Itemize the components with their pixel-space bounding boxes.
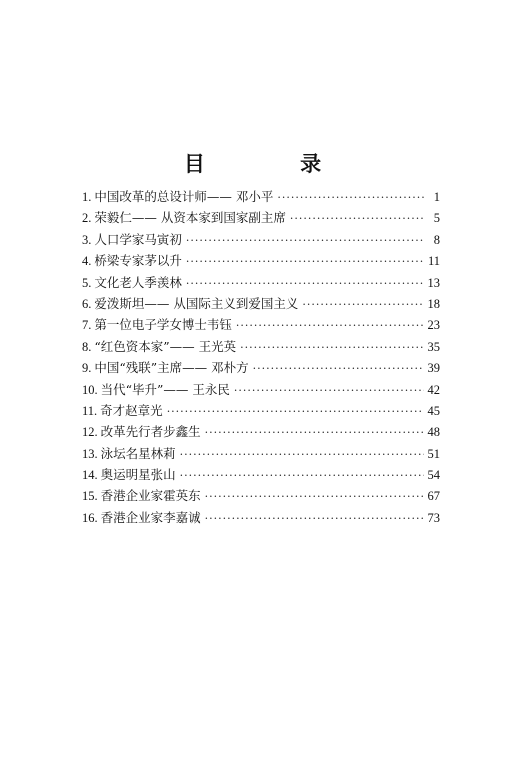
toc-entry-page-number: 35 (427, 339, 440, 354)
toc-entry (82, 401, 440, 422)
toc-entry (82, 230, 440, 251)
toc-entry-number: 15. (82, 489, 98, 504)
toc-entry-page-number: 67 (427, 489, 440, 504)
toc-entry-number: 4. (82, 254, 92, 269)
dot-leader (186, 277, 424, 290)
toc-entry (82, 380, 440, 401)
dot-leader (234, 384, 424, 397)
toc-entry-title: 第一位电子学女博士韦钰 (94, 317, 232, 333)
toc-entry (82, 358, 440, 379)
dot-leader (253, 362, 424, 375)
toc-entry-title: “红色资本家”—— 王光英 (94, 338, 237, 354)
toc-entry (82, 187, 440, 208)
dot-leader (236, 319, 424, 332)
toc-entry (82, 337, 440, 358)
toc-entry (82, 208, 440, 229)
toc-entry (82, 465, 440, 486)
toc-entry-title: 桥梁专家茅以升 (94, 253, 182, 269)
toc-entry-page-number: 18 (427, 296, 440, 311)
toc-entry-number: 9. (82, 361, 92, 376)
toc-entry-page-number: 39 (427, 361, 440, 376)
toc-entry-number: 16. (82, 510, 98, 525)
toc-entry-title: 荣毅仁—— 从资本家到国家副主席 (94, 210, 286, 226)
toc-entry-title: 文化老人季羡林 (94, 274, 182, 290)
toc-entry-page-number: 42 (427, 382, 440, 397)
dot-leader (167, 405, 424, 418)
toc-entry-number: 12. (82, 425, 98, 440)
toc-entry (82, 294, 440, 315)
dot-leader (205, 490, 424, 503)
toc-entry (82, 508, 440, 529)
toc-entry-number: 3. (82, 232, 92, 247)
toc-entry-number: 6. (82, 296, 92, 311)
toc-entry-title: 奥运明星张山 (100, 467, 176, 483)
toc-entry-number: 11. (82, 403, 98, 418)
toc-entry-title: 改革先行者步鑫生 (100, 424, 201, 440)
dot-leader (240, 341, 423, 354)
toc-entry (82, 444, 440, 465)
toc-entry-number: 5. (82, 275, 92, 290)
toc-entry-title: 中国改革的总设计师—— 邓小平 (94, 189, 274, 204)
toc-entry-page-number: 5 (433, 211, 440, 226)
dot-leader (290, 212, 424, 225)
dot-leader (186, 255, 424, 268)
toc-entry-number: 14. (82, 468, 98, 483)
page-title: 目 录 (183, 151, 366, 177)
toc-entry-number: 2. (82, 211, 92, 226)
toc-entry (82, 273, 440, 294)
dot-leader (205, 512, 424, 525)
dot-leader (277, 191, 424, 204)
toc-entry-title: 中国“残联”主席—— 邓朴方 (94, 360, 249, 376)
toc-entry-page-number: 1 (433, 190, 440, 204)
toc-entry-number: 8. (82, 339, 92, 354)
toc-entry-page-number: 51 (427, 446, 440, 461)
toc-entry-title: 香港企业家李嘉诚 (100, 509, 201, 525)
toc-entry-title: 香港企业家霍英东 (100, 488, 201, 504)
dot-leader (186, 234, 424, 247)
toc-entry-number: 13. (82, 446, 98, 461)
toc-entry (82, 315, 440, 336)
toc-entry-page-number: 8 (433, 232, 440, 247)
toc-entry-number: 10. (82, 382, 98, 397)
dot-leader (205, 426, 424, 439)
toc-entry-title: 爱泼斯坦—— 从国际主义到爱国主义 (94, 295, 299, 311)
toc-entry-page-number: 73 (427, 510, 440, 525)
toc-entry-title: 当代“毕升”—— 王永民 (100, 381, 230, 397)
toc-entry-page-number: 13 (427, 275, 440, 290)
toc-entry-title: 人口学家马寅初 (94, 231, 182, 247)
toc-entry (82, 486, 440, 507)
toc-entry-title: 泳坛名星林莉 (100, 445, 176, 461)
toc-entry-page-number: 11 (427, 254, 440, 269)
toc-entry-number: 1. (82, 190, 92, 204)
dot-leader (180, 448, 424, 461)
toc-entry-page-number: 45 (427, 403, 440, 418)
toc-entry-page-number: 48 (427, 425, 440, 440)
toc-entry (82, 251, 440, 272)
toc-entry-page-number: 23 (427, 318, 440, 333)
dot-leader (302, 298, 423, 311)
toc-entry-page-number: 54 (427, 468, 440, 483)
table-of-contents (82, 187, 440, 529)
dot-leader (180, 469, 424, 482)
toc-entry (82, 422, 440, 443)
toc-entry-title: 奇才赵章光 (100, 402, 163, 418)
toc-entry-number: 7. (82, 318, 92, 333)
